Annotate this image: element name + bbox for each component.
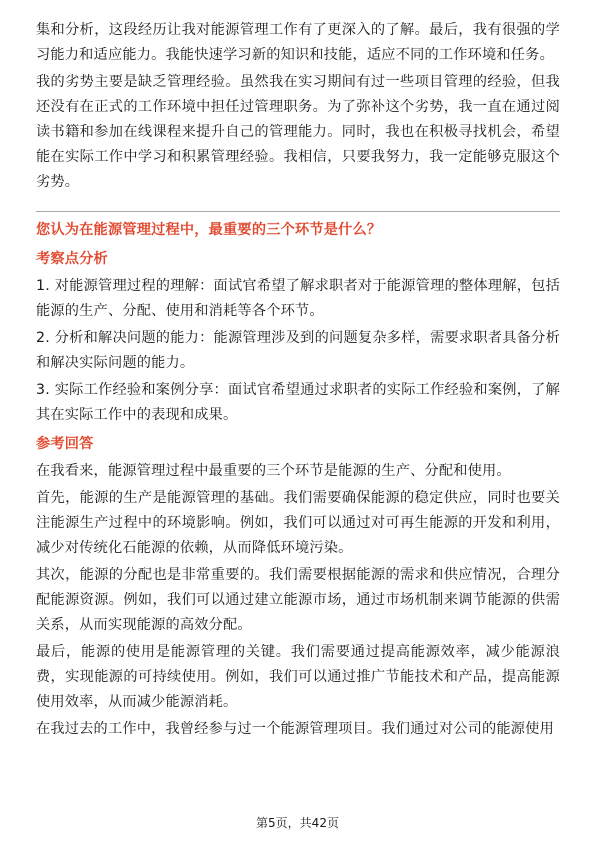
analysis-point: 1. 对能源管理过程的理解：面试官希望了解求职者对于能源管理的整体理解，包括能源的生产、分配、使用和消耗等各个环节。 bbox=[36, 278, 560, 319]
answer-paragraph: 在我看来，能源管理过程中最重要的三个环节是能源的生产、分配和使用。 bbox=[36, 463, 511, 479]
question-title: 您认为在能源管理过程中，最重要的三个环节是什么？ bbox=[36, 222, 382, 238]
answer-paragraph: 其次，能源的分配也是非常重要的。我们需要根据能源的需求和供应情况，合理分配能源资源。例如，我们可以通过建立能源市场，通过市场机制来调节能源的供需关系，从而实现能源的高效分配。 bbox=[36, 567, 560, 633]
page-content bbox=[36, 18, 560, 744]
answer-paragraph: 最后，能源的使用是能源管理的关键。我们需要通过提高能源效率，减少能源浪费，实现能源的可持续使用。例如，我们可以通过推广节能技术和产品，提高能源使用效率，从而减少能源消耗。 bbox=[36, 644, 560, 710]
page-number-footer: 第5页，共42页 bbox=[256, 816, 339, 830]
analysis-point: 2. 分析和解决问题的能力：能源管理涉及到的问题复杂多样，需要求职者具备分析和解决实际问题的能力。 bbox=[36, 330, 560, 371]
answer-paragraph: 在我过去的工作中，我曾经参与过一个能源管理项目。我们通过对公司的能源使用 bbox=[36, 721, 554, 737]
answer-heading: 参考回答 bbox=[36, 436, 94, 452]
analysis-point: 3. 实际工作经验和案例分享：面试官希望通过求职者的实际工作经验和案例，了解其在实际工作中的表现和成果。 bbox=[36, 382, 560, 423]
intro-paragraph: 我的劣势主要是缺乏管理经验。虽然我在实习期间有过一些项目管理的经验，但我还没有在正式的工作环境中担任过管理职务。为了弥补这个劣势，我一直在通过阅读书籍和参加在线课程来提升自己的管理能力。同时，我也在积极寻找机会，希望能在实际工作中学习和积累管理经验。我相信，只要我努力，我一定能够克服这个劣势。 bbox=[36, 74, 560, 190]
intro-paragraph: 集和分析，这段经历让我对能源管理工作有了更深入的了解。最后，我有很强的学习能力和适应能力。我能快速学习新的知识和技能，适应不同的工作环境和任务。 bbox=[36, 22, 560, 63]
section-divider bbox=[36, 211, 560, 212]
analysis-heading: 考察点分析 bbox=[36, 251, 108, 267]
answer-paragraph: 首先，能源的生产是能源管理的基础。我们需要确保能源的稳定供应，同时也要关注能源生产过程中的环境影响。例如，我们可以通过对可再生能源的开发和利用，减少对传统化石能源的依赖，从而降低环境污染。 bbox=[36, 490, 560, 556]
